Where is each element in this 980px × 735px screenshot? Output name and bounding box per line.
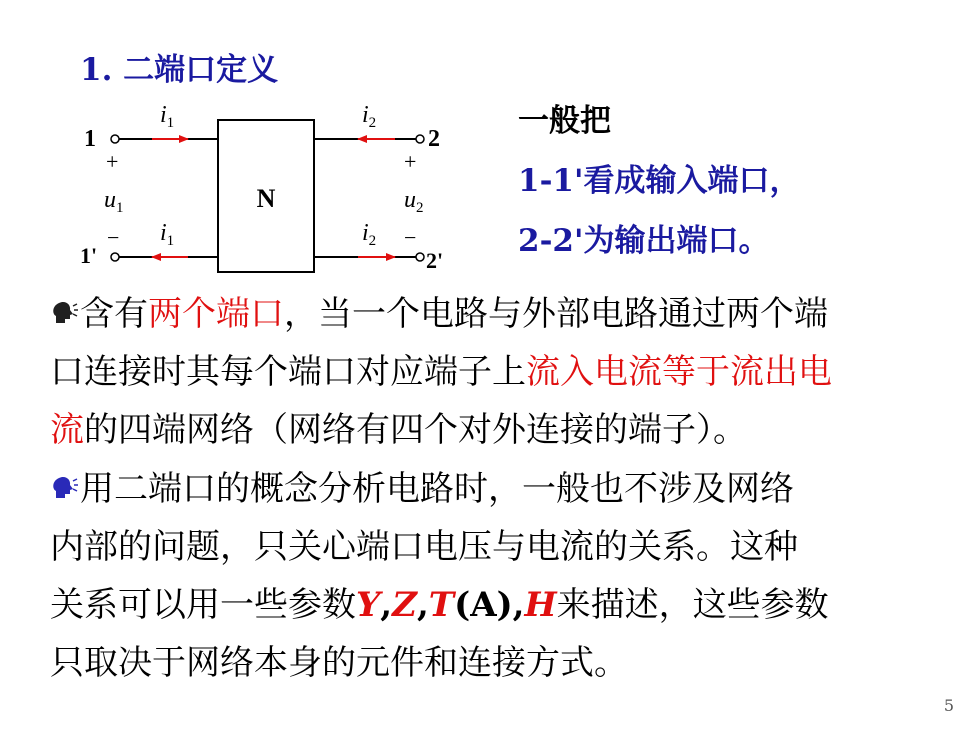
side-text-line2: 1-1'看成输入端口， bbox=[518, 163, 801, 199]
highlight-current-in-out: 流入电流等于流出电 bbox=[526, 352, 832, 392]
minus-port1: − bbox=[107, 225, 120, 250]
param-y: Y bbox=[356, 585, 381, 625]
paragraph-analysis: 用二端口的概念分析电路时，一般也不涉及网络 内部的问题，只关心端口电压与电流的关系。这种 关系可以用一些参数Y,Z,T(A),H来描述，这些参数 只取决于网络本身的元件和连接方式。 bbox=[50, 469, 829, 683]
paragraph-definition: 含有两个端口，当一个电路与外部电路通过两个端 口连接时其每个端口对应端子上流入电流等于流出电 流的四端网络（网络有四个对外连接的端子）。 bbox=[50, 294, 832, 450]
voltage-u2: $u_2$ bbox=[404, 187, 424, 216]
slide-title: 1. 二端口定义 bbox=[80, 52, 279, 88]
speaker-head-icon bbox=[50, 294, 80, 334]
terminal-1-prime bbox=[111, 253, 119, 261]
current-i2-top: $i_2$ bbox=[362, 102, 377, 131]
label-port2-top: 2 bbox=[428, 126, 440, 152]
two-port-circuit-diagram bbox=[70, 95, 470, 285]
current-i2-bottom: $i_2$ bbox=[362, 220, 377, 249]
voltage-u1: $u_1$ bbox=[104, 187, 124, 216]
param-h: H bbox=[524, 585, 557, 625]
speaker-head-icon bbox=[50, 469, 80, 509]
terminal-2-prime bbox=[416, 253, 424, 261]
plus-port2: + bbox=[404, 149, 417, 174]
label-port1-top: 1 bbox=[84, 126, 96, 152]
side-text-line3: 2-2'为输出端口。 bbox=[518, 223, 770, 259]
page-number: 5 bbox=[943, 696, 954, 715]
label-port2-bottom: 2' bbox=[426, 248, 444, 273]
param-z: Z bbox=[392, 585, 417, 625]
terminal-2 bbox=[416, 135, 424, 143]
current-i1-top: $i_1$ bbox=[160, 102, 175, 131]
plus-port1: + bbox=[106, 149, 119, 174]
side-text-line1: 一般把 bbox=[518, 103, 611, 139]
network-label: N bbox=[256, 184, 276, 213]
minus-port2: − bbox=[404, 225, 417, 250]
current-i1-bottom: $i_1$ bbox=[160, 220, 175, 249]
label-port1-bottom: 1' bbox=[80, 243, 98, 268]
param-t: T bbox=[428, 585, 455, 625]
highlight-two-ports: 两个端口 bbox=[148, 294, 284, 334]
terminal-1 bbox=[111, 135, 119, 143]
